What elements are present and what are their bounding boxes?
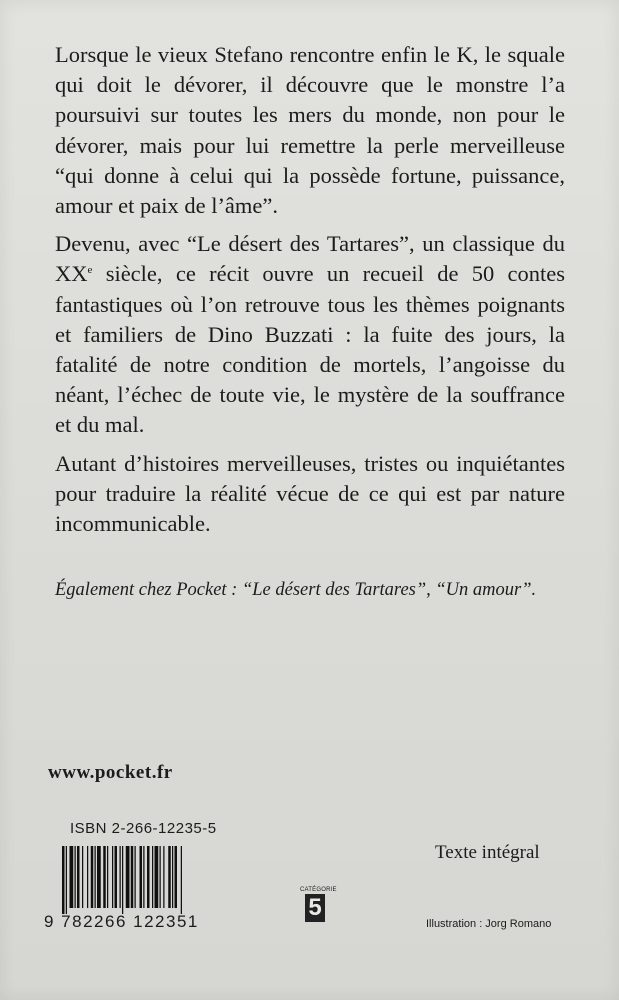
- barcode-bar: [172, 846, 173, 908]
- barcode-bar: [95, 846, 96, 908]
- barcode-bar: [62, 846, 65, 914]
- barcode-bar: [91, 846, 94, 908]
- barcode-bar: [135, 846, 136, 908]
- category-label: CATÉGORIE: [300, 887, 337, 893]
- blurb-paragraph-2: [55, 229, 565, 440]
- publisher-website: www.pocket.fr: [48, 762, 173, 783]
- barcode-bar: [140, 846, 143, 908]
- blurb-paragraph-2-start: Devenu, avec “Le désert des Tartares”, un classique du XX: [55, 231, 565, 287]
- barcode-bar: [120, 846, 121, 908]
- barcode-bar: [77, 846, 80, 908]
- barcode-bar: [112, 846, 113, 908]
- century-superscript: e: [87, 264, 93, 277]
- barcode: [62, 846, 224, 914]
- barcode-bar: [143, 846, 144, 908]
- also-available-note: Également chez Pocket : “Le désert des Tartares”, “Un amour”.: [55, 580, 537, 600]
- barcode-bar: [115, 846, 118, 908]
- barcode-bar: [163, 846, 164, 908]
- blurb-text: [55, 40, 565, 547]
- barcode-bar: [122, 846, 123, 914]
- barcode-bar: [168, 846, 171, 908]
- category-mark: [300, 887, 337, 922]
- barcode-bar: [82, 846, 83, 908]
- category-value: 5: [305, 894, 325, 922]
- blurb-paragraph-2-end: siècle, ce récit ouvre un recueil de 50 contes fantastiques où l’on retrouve tous les thèmes poignants et familiers de Dino Buzzati : la fuite des jours, la fatalité de notre condition de mortels, l’angoisse du néant, l’échec de toute vie, le mystère de la souffrance et du mal.: [55, 261, 565, 438]
- barcode-digits: 9 782266 122351: [44, 912, 199, 931]
- barcode-bar: [147, 846, 150, 908]
- barcode-bar: [152, 846, 153, 908]
- edition-note: Texte intégral: [435, 842, 540, 863]
- barcode-bar: [107, 846, 108, 908]
- illustration-credit: Illustration : Jorg Romano: [426, 918, 552, 930]
- barcode-bar: [103, 846, 106, 908]
- barcode-bar: [126, 846, 130, 908]
- barcode-bar: [175, 846, 178, 908]
- blurb-paragraph-1: Lorsque le vieux Stefano rencontre enfin le K, le squale qui doit le dévorer, il découvre que le monstre l’a poursuivi sur toutes les mers du monde, non pour le dévorer, mais pour lui remettre la perle merveilleuse “qui donne à celui qui la possède fortune, puissance, amour et paix de l’âme”.: [55, 42, 565, 219]
- barcode-bar: [160, 846, 161, 908]
- barcode-bar: [97, 846, 101, 908]
- barcode-bar: [66, 846, 67, 914]
- isbn-number: ISBN 2-266-12235-5: [70, 820, 217, 837]
- barcode-bar: [87, 846, 88, 908]
- barcode-bar: [70, 846, 74, 908]
- barcode-bar: [131, 846, 134, 908]
- barcode-bar: [75, 846, 76, 908]
- blurb-paragraph-3: Autant d’histoires merveilleuses, tristes ou inquiétantes pour traduire la réalité vécue de ce qui est par nature incommunicable.: [55, 450, 565, 537]
- barcode-bar: [181, 846, 182, 914]
- barcode-bar: [155, 846, 159, 908]
